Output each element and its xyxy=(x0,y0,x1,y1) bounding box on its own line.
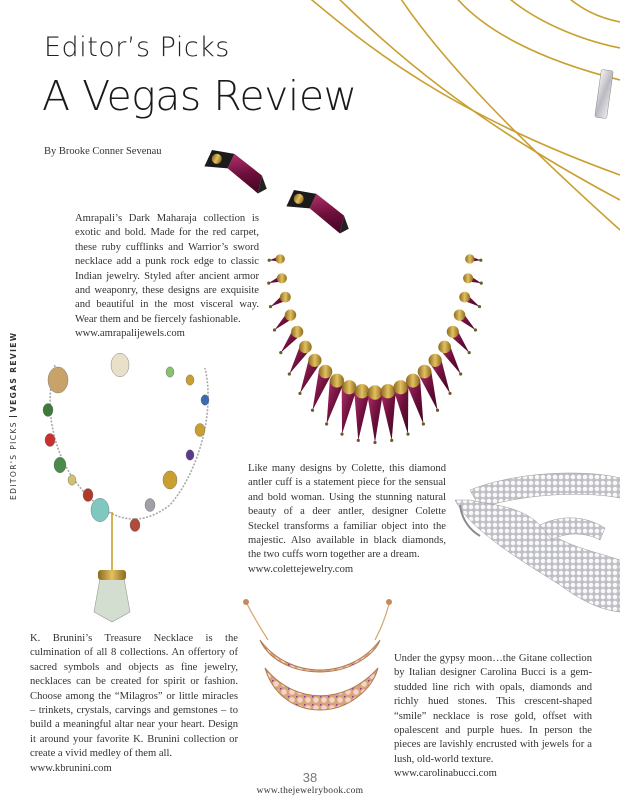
gold-setting xyxy=(291,326,303,338)
spike-tip xyxy=(406,433,409,436)
charm xyxy=(166,367,174,377)
gold-setting xyxy=(465,254,474,263)
spike-tip xyxy=(298,392,301,395)
ruby-spike-necklace xyxy=(267,254,483,444)
charm xyxy=(130,519,140,532)
gold-setting xyxy=(418,365,432,379)
spike-tip xyxy=(279,351,282,354)
side-tab-divider xyxy=(9,416,17,417)
spike-tip xyxy=(269,305,272,308)
charm xyxy=(91,498,109,521)
section-kicker: Editor’s Picks xyxy=(44,32,230,63)
spike-tip xyxy=(448,392,451,395)
gold-setting xyxy=(454,309,465,320)
footer-website[interactable]: www.thejewelrybook.com xyxy=(256,786,364,796)
spike-tip xyxy=(479,259,482,262)
crescent-smile-necklace xyxy=(243,599,392,710)
gold-setting xyxy=(447,326,459,338)
charm xyxy=(186,375,194,385)
spike-tip xyxy=(311,409,314,412)
gold-setting xyxy=(319,365,333,379)
diamond-antler-cuff xyxy=(455,473,620,612)
page-number: 38 xyxy=(302,770,318,785)
gold-setting xyxy=(394,380,408,394)
gold-setting xyxy=(308,354,321,367)
spike-tip xyxy=(436,409,439,412)
gold-setting xyxy=(342,380,356,394)
charm xyxy=(83,489,93,502)
gold-setting xyxy=(459,292,470,303)
gold-setting xyxy=(330,374,344,388)
gold-setting xyxy=(280,292,291,303)
spike-tip xyxy=(288,372,291,375)
spike-tip xyxy=(268,259,271,262)
article-colette-text: Like many designs by Colette, this diamond antler cuff is a statement piece for the sensual and bold woman. Using the stunning natural beauty of a deer antler, designer Colette Steckel transforms a familiar object into the majestic. Also available in black diamonds, the two cuffs worn together are a dream. xyxy=(248,463,446,561)
charm xyxy=(68,475,76,485)
charm xyxy=(145,499,155,512)
spike-tip xyxy=(267,282,270,285)
spike-tip xyxy=(390,439,393,442)
gold-setting xyxy=(368,385,382,399)
charm xyxy=(48,367,68,393)
spike-tip xyxy=(474,328,477,331)
ruby-spike xyxy=(367,393,383,443)
spike-tip xyxy=(373,441,376,444)
gold-setting xyxy=(276,254,285,263)
gold-setting xyxy=(463,273,473,283)
article-kbrunini xyxy=(30,632,238,776)
article-kbrunini-url[interactable]: www.kbrunini.com xyxy=(30,762,112,774)
gold-setting xyxy=(277,273,287,283)
gold-setting xyxy=(429,354,442,367)
side-tab xyxy=(8,331,22,500)
pendant-bar xyxy=(595,69,614,118)
spike-tip xyxy=(422,422,425,425)
byline: By Brooke Conner Sevenau xyxy=(44,146,162,157)
spike-tip xyxy=(480,282,483,285)
spike-tip xyxy=(340,433,343,436)
spike-tip xyxy=(325,422,328,425)
article-amrapali-url[interactable]: www.amrapalijewels.com xyxy=(75,328,185,340)
article-bucci-url[interactable]: www.carolinabucci.com xyxy=(394,768,497,780)
gold-setting xyxy=(406,374,420,388)
article-colette xyxy=(248,462,446,577)
gold-setting xyxy=(438,341,451,354)
charm xyxy=(201,395,209,405)
gold-setting xyxy=(285,309,296,320)
spike-tip xyxy=(468,351,471,354)
gold-setting xyxy=(381,384,395,398)
charm xyxy=(54,457,66,473)
article-bucci-text: Under the gypsy moon…the Gitane collection by Italian designer Carolina Bucci is a gem-studded line rich with opals, diamonds and richly hued stones. This crescent-shaped “smile” necklace is rose gold, offset with opalescent and purple hues. In person the pieces are lavishly encrusted with jewels for a lush, old-world texture. xyxy=(394,653,592,765)
charm xyxy=(186,450,194,460)
charm xyxy=(163,471,177,489)
article-amrapali-text: Amrapali’s Dark Maharaja collection is exotic and bold. Made for the red carpet, these ruby cufflinks and Warrior’s sword necklace add a punk rock edge to classic Indian jewelry. Styled after ancient armor and weaponry, these designs are exquisite and beautiful in the most visceral way. Wear them and be fiercely fashionable. xyxy=(75,213,259,325)
spike-tip xyxy=(357,439,360,442)
charm xyxy=(45,434,55,447)
charm xyxy=(195,424,205,437)
charm xyxy=(111,353,129,376)
spike-tip xyxy=(478,305,481,308)
side-tab-section: EDITOR'S PICKS xyxy=(9,421,18,500)
page-title: A Vegas Review xyxy=(42,72,357,120)
charm xyxy=(43,404,53,417)
spike-tip xyxy=(273,328,276,331)
article-kbrunini-text: K. Brunini’s Treasure Necklace is the culmination of all 8 collections. An offertory of sacred symbols and objects as fine jewelry, necklaces can be created for spirit or fashion. Choose among the “Milagros” or little miracles – trinkets, crystals, carvings and gemstones – to build a meaningful altar near your heart. Design it around your favorite K. Brunini collection or create a vivid medley of them all. xyxy=(30,633,238,760)
charm-necklace xyxy=(43,353,209,622)
article-bucci xyxy=(394,652,592,782)
gold-setting xyxy=(299,341,312,354)
article-amrapali xyxy=(75,212,259,342)
gold-setting xyxy=(355,384,369,398)
side-tab-topic: VEGAS REVIEW xyxy=(9,331,18,413)
article-colette-url[interactable]: www.colettejewelry.com xyxy=(248,563,354,575)
spike-tip xyxy=(459,372,462,375)
